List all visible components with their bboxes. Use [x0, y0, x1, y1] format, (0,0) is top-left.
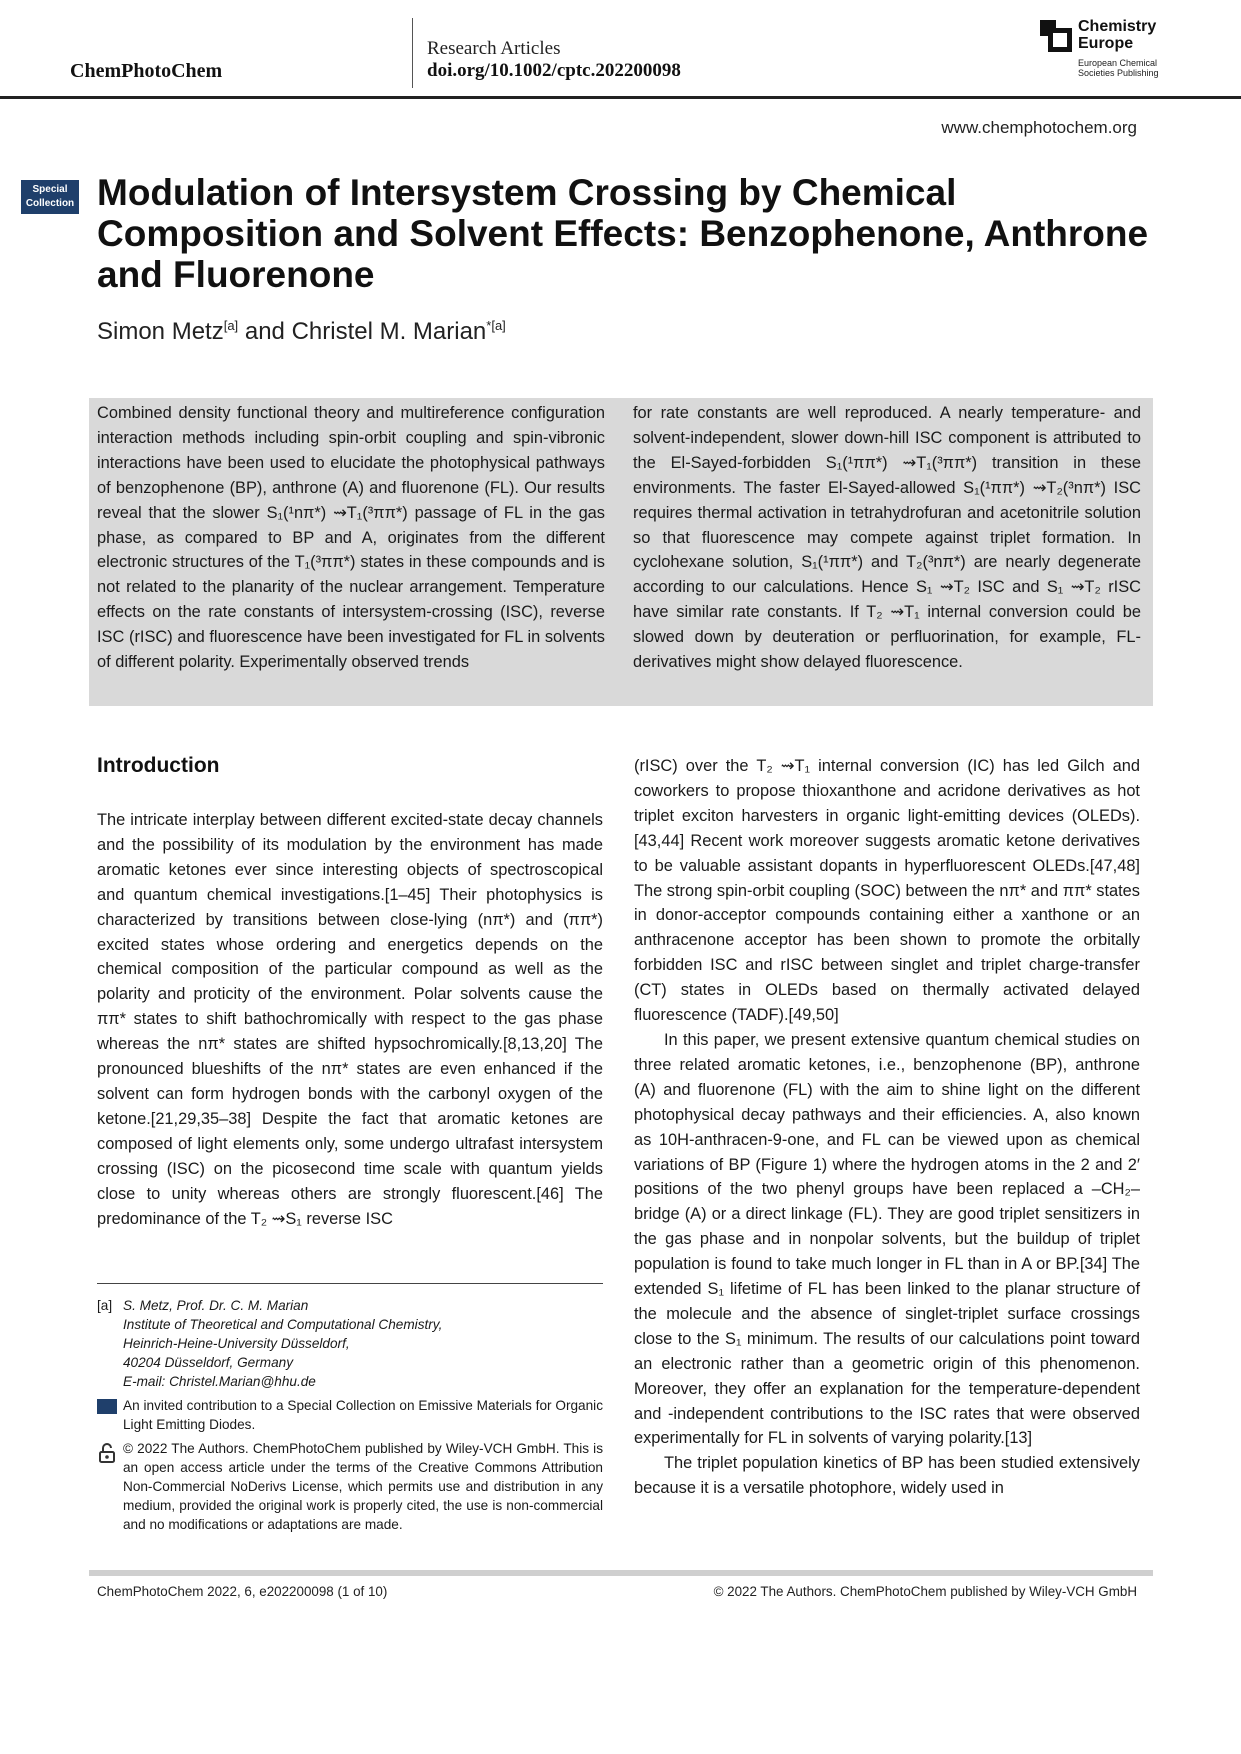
affiliation-marker: *[a] — [486, 318, 506, 333]
publisher-subtitle-line1: European Chemical — [1078, 58, 1158, 68]
license-text: © 2022 The Authors. ChemPhotoChem published by Wiley-VCH GmbH. This is an open access article under the terms of the Creative Commons Attribution Non-Commercial NoDerivs License, which permits use and distribution in any medium, provided the original work is properly cited, the use is non-commercial and no modifications or adaptations are made. — [123, 1441, 603, 1532]
doi-link[interactable]: doi.org/10.1002/cptc.202200098 — [427, 60, 681, 81]
article-title: Modulation of Intersystem Crossing by Chemical Composition and Solvent Effects: Benzophenone, Anthrone and Fluorenone — [97, 172, 1149, 295]
author-name: Simon Metz — [97, 318, 224, 345]
footnote-rule — [97, 1283, 603, 1284]
special-collection-badge — [21, 180, 79, 214]
affiliation-university: Heinrich-Heine-University Düsseldorf, — [123, 1336, 350, 1351]
header-divider — [412, 18, 413, 88]
abstract-box — [89, 398, 1153, 706]
affiliation-marker: [a] — [223, 318, 239, 333]
affiliation-marker: [a] — [97, 1298, 113, 1313]
affiliation-institute: Institute of Theoretical and Computational Chemistry, — [123, 1317, 443, 1332]
footer-copyright: © 2022 The Authors. ChemPhotoChem published by Wiley-VCH GmbH — [713, 1584, 1137, 1599]
publisher-subtitle-line2: Societies Publishing — [1078, 68, 1159, 78]
header-rule — [0, 96, 1241, 99]
abstract-column-right: for rate constants are well reproduced. A nearly temperature- and solvent-independent, slower down-hill ISC component is attributed to the El-Sayed-forbidden S₁(¹ππ*) ⇝T₁(³ππ*) transition in these environments. The faster El-Sayed-allowed S₁(¹ππ*) ⇝T₂(³nπ*) ISC requires thermal activation in tetrahydrofuran and acetonitrile solution so that fluorescence may compete against triplet formation. In cyclohexane solution, S₁(¹ππ*) and T₂(³nπ*) are nearly degenerate according to our calculations. Hence S₁ ⇝T₂ ISC and S₁ ⇝T₂ rISC have similar rate constants. If T₂ ⇝T₁ internal conversion could be slowed down by deuteration or perfluorination, for example, FL-derivatives might show delayed fluorescence. — [633, 404, 1141, 672]
corresponding-email[interactable]: E-mail: Christel.Marian@hhu.de — [123, 1374, 316, 1389]
open-access-lock-icon — [99, 1443, 115, 1463]
footnotes — [97, 1296, 603, 1534]
section-heading: Introduction — [97, 754, 220, 777]
journal-website-link[interactable]: www.chemphotochem.org — [941, 118, 1137, 137]
publisher-name-line1: Chemistry — [1078, 18, 1157, 35]
affiliation-names: S. Metz, Prof. Dr. C. M. Marian — [123, 1298, 309, 1313]
chemistry-europe-logo-icon — [1040, 20, 1072, 54]
body-paragraph: In this paper, we present extensive quantum chemical studies on three related aromatic ketones, i.e., benzophenone (BP), anthrone (A) and fluorenone (FL) with the aim to shine light on the different photophysical decay pathways and their efficiencies. A, also known as 10H-anthracen-9-one, and FL can be viewed upon as chemical variations of BP (Figure 1) where the hydrogen atoms in the 2 and 2′ positions of the two phenyl groups have been replaced a –CH₂– bridge (A) or a direct linkage (FL). They are good triplet sensitizers in the gas phase and in nonpolar solvents, but the buildup of triplet population is found to take much longer in FL than in A or BP.[34] The extended S₁ lifetime of FL has been linked to the planar structure of the molecule and the absence of singlet-triplet surface crossings close to the S₁ minimum. The results of our calculations point toward an electronic rather than a geometric origin of this phenomenon. Moreover, they offer an explanation for the temperature-dependent and -independent contributions to the ISC rates that were observed experimentally for FL in solvents of varying polarity.[13] — [634, 1030, 1140, 1448]
body-paragraph: The intricate interplay between different excited-state decay channels and the possibility of its modulation by the environment has made aromatic ketones ever since interesting objects of spectroscopical and quantum chemical investigations.[1–45] Their photophysics is characterized by transitions between close-lying (nπ*) and (ππ*) excited states whose ordering and energetics depends on the chemical composition of the particular compound as well as the polarity and proticity of the environment. Polar solvents cause the ππ* states to shift bathochromically with respect to the gas phase whereas the nπ* states are shifted hypsochromically.[8,13,20] The pronounced blueshifts of the nπ* states are even enhanced if the solvent can form hydrogen bonds with the carbonyl oxygen of the ketone.[21,29,35–38] Despite the fact that aromatic ketones are composed of light elements only, some undergo ultrafast intersystem crossing (ISC) on the picosecond time scale with quantum yields close to unity whereas others are strongly fluorescent.[46] The predominance of the T₂ ⇝S₁ reverse ISC — [97, 811, 603, 1228]
body-column-left — [97, 752, 603, 1231]
special-collection-icon — [97, 1399, 117, 1414]
author-conjunction: and — [238, 318, 292, 345]
footer-rule — [89, 1570, 1153, 1576]
badge-line2: Collection — [25, 198, 75, 209]
body-paragraph: (rISC) over the T₂ ⇝T₁ internal conversion (IC) has led Gilch and coworkers to propose thioxanthone and acridone derivatives as hot triplet exciton harvesters in organic light-emitting devices (OLEDs).[43,44] Recent work moreover suggests aromatic ketone derivatives to be valuable assistant dopants in hyperfluorescent OLEDs.[47,48] The strong spin-orbit coupling (SOC) between the nπ* and ππ* states in donor-acceptor compounds containing either a xanthone or an anthracenone acceptor has been shown to promote the orbitally forbidden ISC and rISC between singlet and triplet charge-transfer (CT) states in OLEDs based on thermally activated delayed fluorescence (TADF).[49,50] — [634, 757, 1140, 1025]
publisher-logo — [1040, 18, 1180, 80]
journal-name: ChemPhotoChem — [70, 60, 223, 82]
publisher-name-line2: Europe — [1078, 35, 1134, 52]
abstract-column-left: Combined density functional theory and multireference configuration interaction methods including spin-orbit coupling and spin-vibronic interactions have been used to elucidate the photophysical pathways of benzophenone (BP), anthrone (A) and fluorenone (FL). Our results reveal that the slower S₁(¹nπ*) ⇝T₁(³ππ*) passage of FL in the gas phase, as compared to BP and A, originates from the different electronic structures of the T₁(³ππ*) states in these compounds and is not related to the planarity of the nuclear arrangement. Temperature effects on the rate constants of intersystem-crossing (ISC), reverse ISC (rISC) and fluorescence have been investigated for FL in solvents of different polarity. Experimentally observed trends — [97, 404, 605, 672]
footer-citation: ChemPhotoChem 2022, 6, e202200098 (1 of 10) — [97, 1584, 388, 1599]
affiliation-footnote — [97, 1296, 603, 1391]
body-column-right — [634, 754, 1140, 1501]
affiliation-city: 40204 Düsseldorf, Germany — [123, 1355, 294, 1370]
special-collection-text: An invited contribution to a Special Collection on Emissive Materials for Organic Light Emitting Diodes. — [123, 1398, 603, 1432]
badge-line1: Special — [32, 184, 68, 195]
author-list — [97, 318, 506, 346]
article-type: Research Articles — [427, 38, 561, 59]
special-collection-note — [97, 1396, 603, 1434]
body-paragraph: The triplet population kinetics of BP has been studied extensively because it is a versatile photophore, widely used in — [634, 1454, 1140, 1498]
author-name: Christel M. Marian — [291, 318, 487, 345]
license-note — [97, 1439, 603, 1534]
